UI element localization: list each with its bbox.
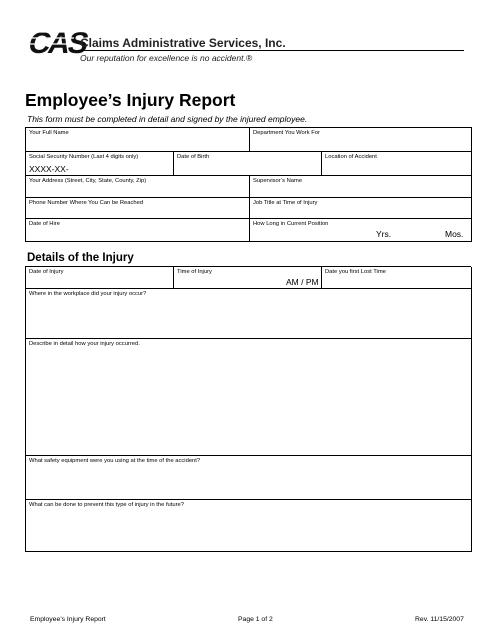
dob-label: Date of Birth [177, 154, 210, 160]
tenure-label: How Long in Current Position [253, 221, 329, 227]
injury-description-label: Describe in detail how your injury occurred. [29, 341, 140, 347]
am-pm-label: AM / PM [286, 277, 319, 287]
full-name-label: Your Full Name [29, 130, 69, 136]
svg-text:CAS: CAS [25, 27, 90, 60]
footer-page-number: Page 1 of 2 [238, 616, 273, 623]
lost-time-label: Date you first Lost Time [325, 269, 386, 275]
months-unit: Mos. [445, 229, 464, 239]
form-subtitle: This form must be completed in detail and signed by the injured employee. [27, 114, 308, 124]
supervisor-field[interactable] [250, 176, 471, 198]
injury-section-heading: Details of the Injury [27, 252, 134, 264]
dob-field[interactable] [174, 152, 322, 176]
tenure-field[interactable] [250, 219, 471, 241]
address-field[interactable] [26, 176, 250, 198]
lost-time-field[interactable] [322, 267, 471, 289]
phone-label: Phone Number Where You Can be Reached [29, 200, 144, 206]
company-name: Claims Administrative Services, Inc. [80, 36, 286, 50]
prevention-area[interactable] [26, 500, 471, 551]
cas-logo-icon [24, 20, 90, 60]
address-label: Your Address (Street, City, State, County, Zip) [29, 178, 147, 184]
department-label: Department You Work For [253, 130, 320, 136]
phone-field[interactable] [26, 198, 250, 219]
company-tagline: Our reputation for excellence is no accident.® [80, 53, 253, 63]
footer-title: Employee’s Injury Report [30, 616, 106, 623]
injury-time-field[interactable] [174, 267, 322, 289]
employee-info-grid [25, 127, 472, 242]
injury-description-area[interactable] [26, 339, 471, 456]
injury-time-label: Time of Injury [177, 269, 212, 275]
ssn-value: XXXX-XX- [29, 164, 69, 174]
prevention-label: What can be done to prevent this type of injury in the future? [29, 502, 184, 508]
injury-details-grid [25, 267, 472, 552]
accident-location-label: Location of Accident [325, 154, 377, 160]
years-unit: Yrs. [376, 229, 392, 239]
job-title-field[interactable] [250, 198, 471, 219]
ssn-label: Social Security Number (Last 4 digits only) [29, 154, 139, 160]
form-title: Employee’s Injury Report [25, 90, 236, 110]
accident-location-field[interactable] [322, 152, 471, 176]
ssn-field[interactable] [26, 152, 174, 176]
job-title-label: Job Title at Time of Injury [253, 200, 318, 206]
full-name-field[interactable] [26, 128, 250, 152]
hire-date-label: Date of Hire [29, 221, 60, 227]
hire-date-field[interactable] [26, 219, 250, 241]
footer-revision: Rev. 11/15/2007 [415, 616, 464, 623]
injury-location-area[interactable] [26, 289, 471, 339]
safety-equipment-area[interactable] [26, 456, 471, 500]
injury-date-field[interactable] [26, 267, 174, 289]
supervisor-label: Supervisor’s Name [253, 178, 303, 184]
safety-equipment-label: What safety equipment were you using at the time of the accident? [29, 458, 201, 464]
header-divider [78, 50, 464, 51]
injury-location-label: Where in the workplace did your injury occur? [29, 291, 147, 297]
department-field[interactable] [250, 128, 471, 152]
injury-date-label: Date of Injury [29, 269, 64, 275]
